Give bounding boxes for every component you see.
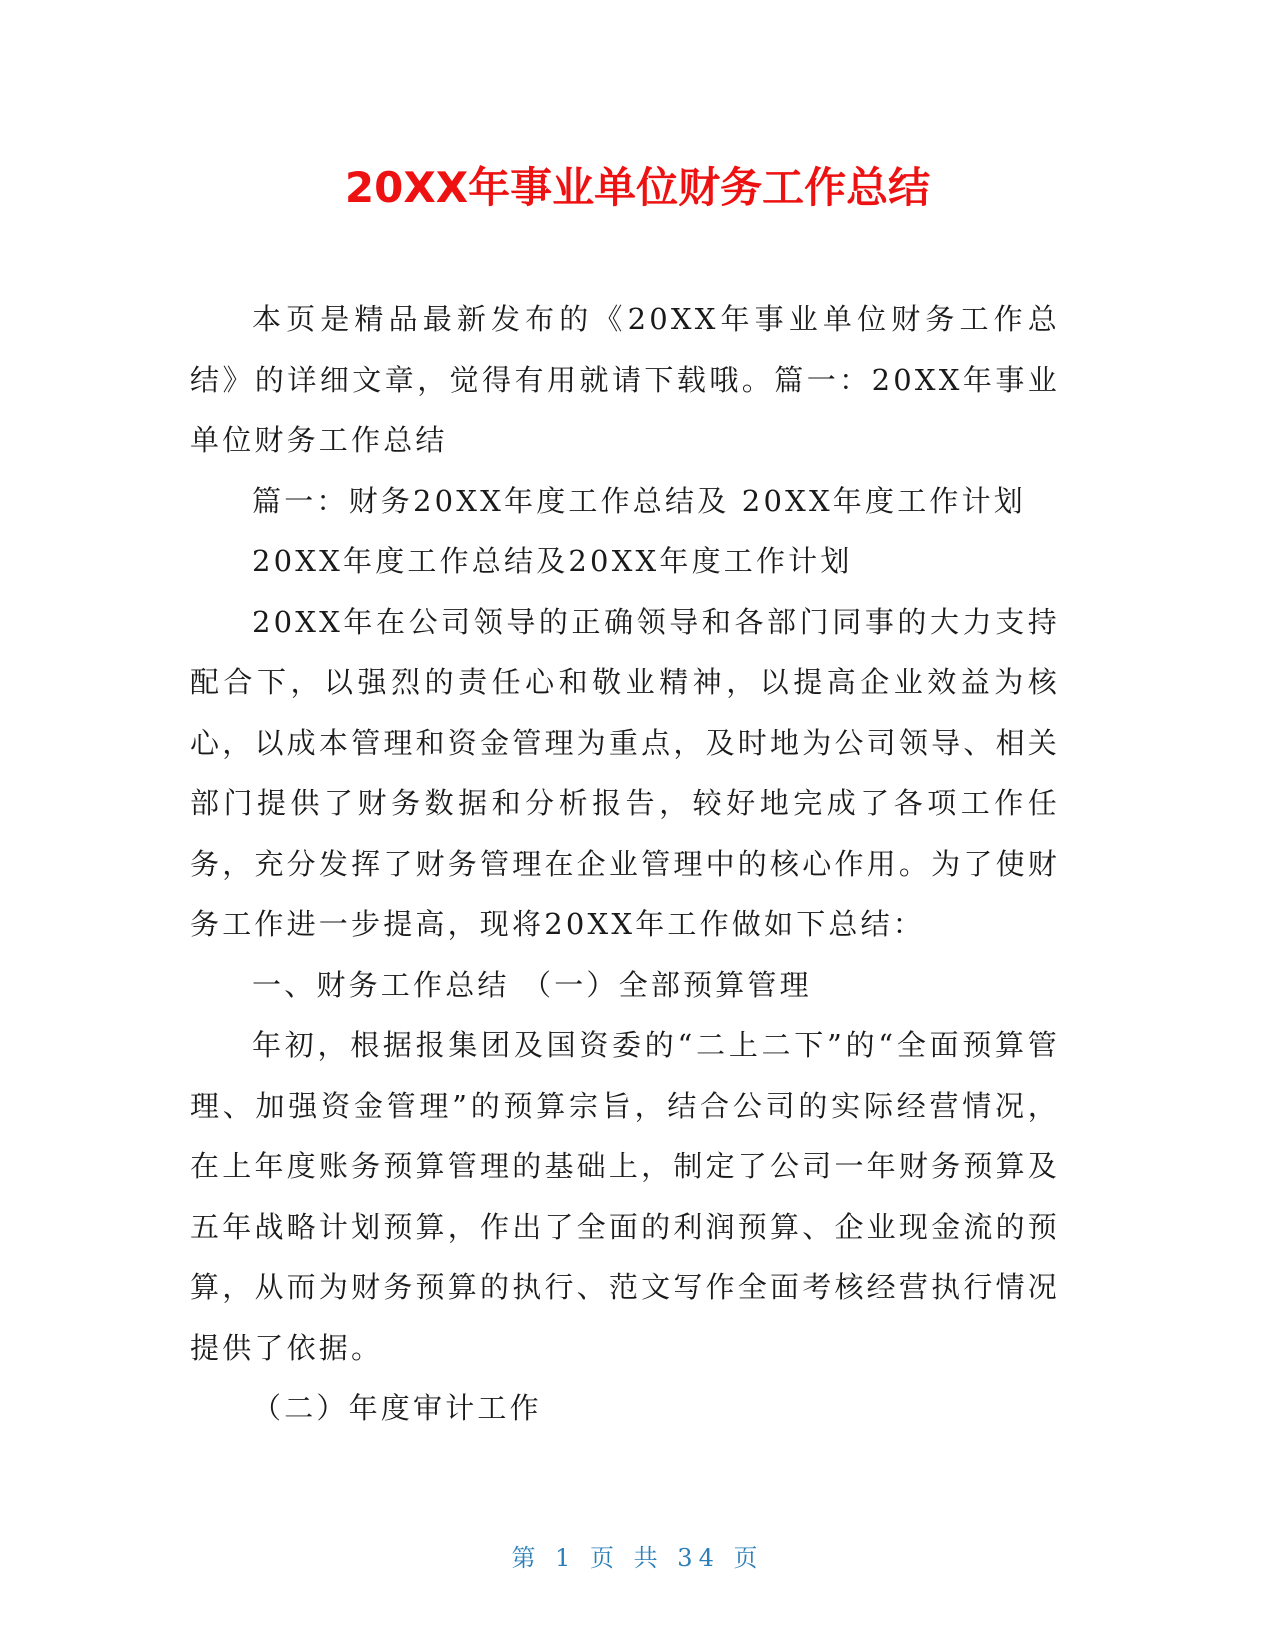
paragraph-section-heading: 篇一：财务20XX年度工作总结及 20XX年度工作计划 [252,483,1027,518]
page-footer: 第 1 页 共 34 页 [511,1544,764,1572]
paragraph-subtitle: 20XX年度工作总结及20XX年度工作计划 [252,544,853,578]
paragraph-intro: 本页是精品最新发布的《20XX年事业单位财务工作总结》的详细文章，觉得有用就请下载哦。篇一：20XX年事业单位财务工作总结 [190,302,1060,457]
paragraph-summary: 20XX年在公司领导的正确领导和各部门同事的大力支持配合下，以强烈的责任心和敬业精神，以提高企业效益为核心，以成本管理和资金管理为重点，及时地为公司领导、相关部门提供了财务数据和分析报告，较好地完成了各项工作任务，充分发挥了财务管理在企业管理中的核心作用。为了使财务工作进一步提高，现将20XX年工作做如下总结： [190,604,1060,941]
document-title: 20XX年事业单位财务工作总结 [344,163,931,212]
document-body [190,289,1060,1439]
paragraph-audit-heading: （二）年度审计工作 [252,1391,542,1425]
paragraph-section-one: 一、财务工作总结 （一）全部预算管理 [252,967,812,1002]
paragraph-budget: 年初，根据报集团及国资委的“二上二下”的“全面预算管理、加强资金管理”的预算宗旨，结合公司的实际经营情况，在上年度账务预算管理的基础上，制定了公司一年财务预算及五年战略计划预算，作出了全面的利润预算、企业现金流的预算，从而为财务预算的执行、范文写作全面考核经营执行情况提供了依据。 [190,1028,1060,1365]
